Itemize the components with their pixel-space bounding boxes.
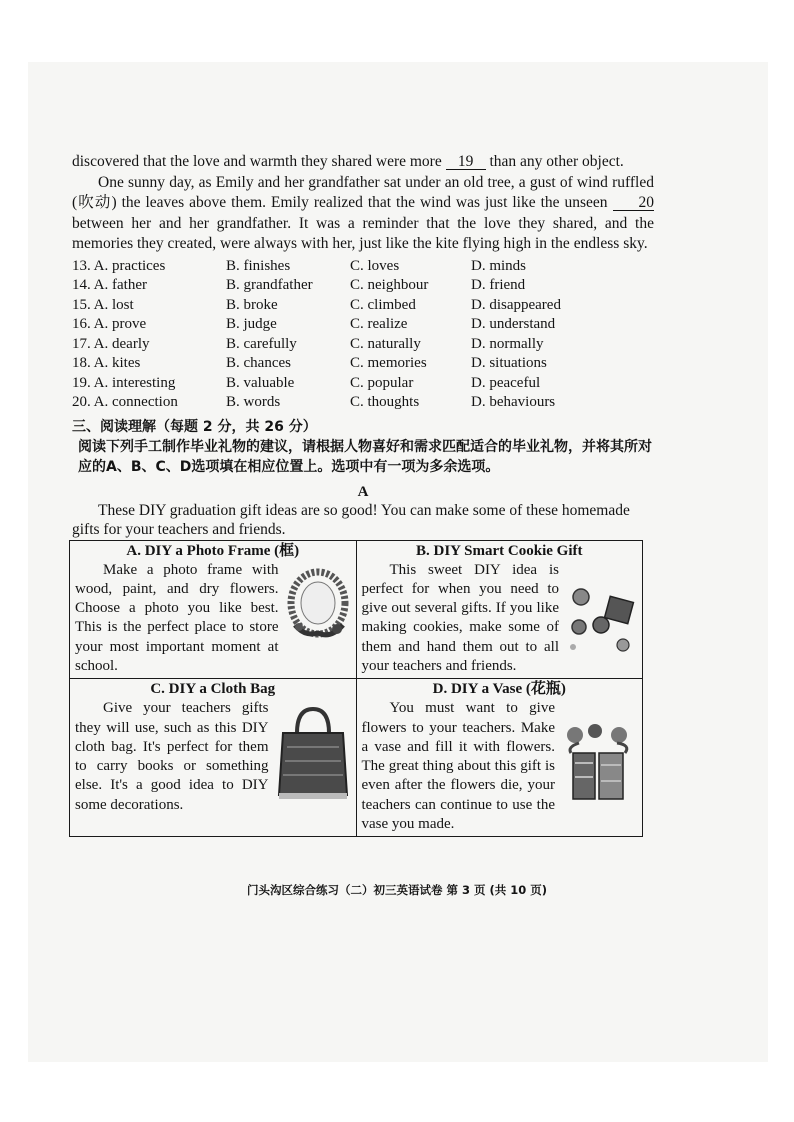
gift-title-a: A. DIY a Photo Frame (框) (126, 542, 300, 559)
option-row: 13. A. practices B. finishes C. loves D. minds (72, 257, 527, 274)
option-row: 14. A. father B. grandfather C. neighbour D. friend (72, 277, 526, 293)
gift-text-b: This sweet DIY idea is perfect for when you need to give out several gifts. If you like making cookies, make some of them and hand them out to all your teachers and friends. (361, 561, 559, 674)
part-label: A (357, 483, 369, 500)
gift-text-a: Make a photo frame with wood, paint, and dry flowers. Choose a photo you like best. This is the perfect place to store your most important moment at school. (75, 561, 279, 674)
gift-ideas-table (69, 540, 643, 838)
gift-cell-c (70, 679, 357, 837)
cookies-icon (565, 587, 637, 657)
exam-content (72, 152, 654, 837)
gift-title-d: D. DIY a Vase (花瓶) (432, 681, 566, 698)
section-instructions: 阅读下列手工制作毕业礼物的建议，请根据人物喜好和需求匹配适合的毕业礼物，并将其所对应的A、B、C、D选项填在相应位置上。选项中有一项为多余选项。 (78, 438, 652, 475)
gift-text-c: Give your teachers gifts they will use, such as this DIY cloth bag. It's perfect for them to carry books or something else. It's a good idea to DIY some decorations. (75, 700, 269, 813)
vase-icon (561, 723, 637, 805)
cloth-bag-icon (275, 703, 351, 803)
gift-cell-d (356, 679, 643, 837)
blank-19: 19 (446, 154, 486, 170)
passage-paragraph-1: discovered that the love and warmth they shared were more 19 than any other object. (72, 153, 624, 170)
page-footer: 门头沟区综合练习（二）初三英语试卷 第 3 页 (共 10 页) (246, 883, 548, 897)
option-row: 19. A. interesting B. valuable C. popular D. peaceful (72, 374, 541, 391)
option-row: 18. A. kites B. chances C. memories D. situations (72, 355, 547, 371)
gift-title-c: C. DIY a Cloth Bag (150, 681, 276, 698)
gift-text-d: You must want to give flowers to your teachers. Make a vase and fill it with flowers. The great thing about this gift is even after the flowers die, your teachers can continue to use the vase you made. (361, 700, 555, 833)
section-title: 三、阅读理解（每题 2 分，共 26 分） (72, 418, 317, 435)
blank-20: 20 (613, 195, 655, 211)
option-row: 17. A. dearly B. carefully C. naturally D. normally (72, 335, 544, 352)
option-row: 15. A. lost B. broke C. climbed D. disappeared (72, 296, 561, 313)
reading-intro: These DIY graduation gift ideas are so good! You can make some of these homemade gifts for your teachers and friends. (72, 501, 630, 538)
options-list (72, 257, 654, 413)
gift-title-b: B. DIY Smart Cookie Gift (415, 542, 583, 559)
gift-cell-a (70, 540, 357, 679)
gift-cell-b (356, 540, 643, 679)
passage-paragraph-2: One sunny day, as Emily and her grandfather sat under an old tree, a gust of wind ruffled (吹动) the leaves above them. Emily realized that the wind was just like the unseen 20 between her and her grandfather. It was a reminder that the love they shared, and the memories they created, were always with her, just like the kite flying high in the endless sky. (72, 173, 654, 252)
option-row: 20. A. connection B. words C. thoughts D. behaviours (72, 394, 556, 410)
option-row: 16. A. prove B. judge C. realize D. understand (72, 316, 556, 332)
photo-frame-icon (285, 567, 351, 643)
